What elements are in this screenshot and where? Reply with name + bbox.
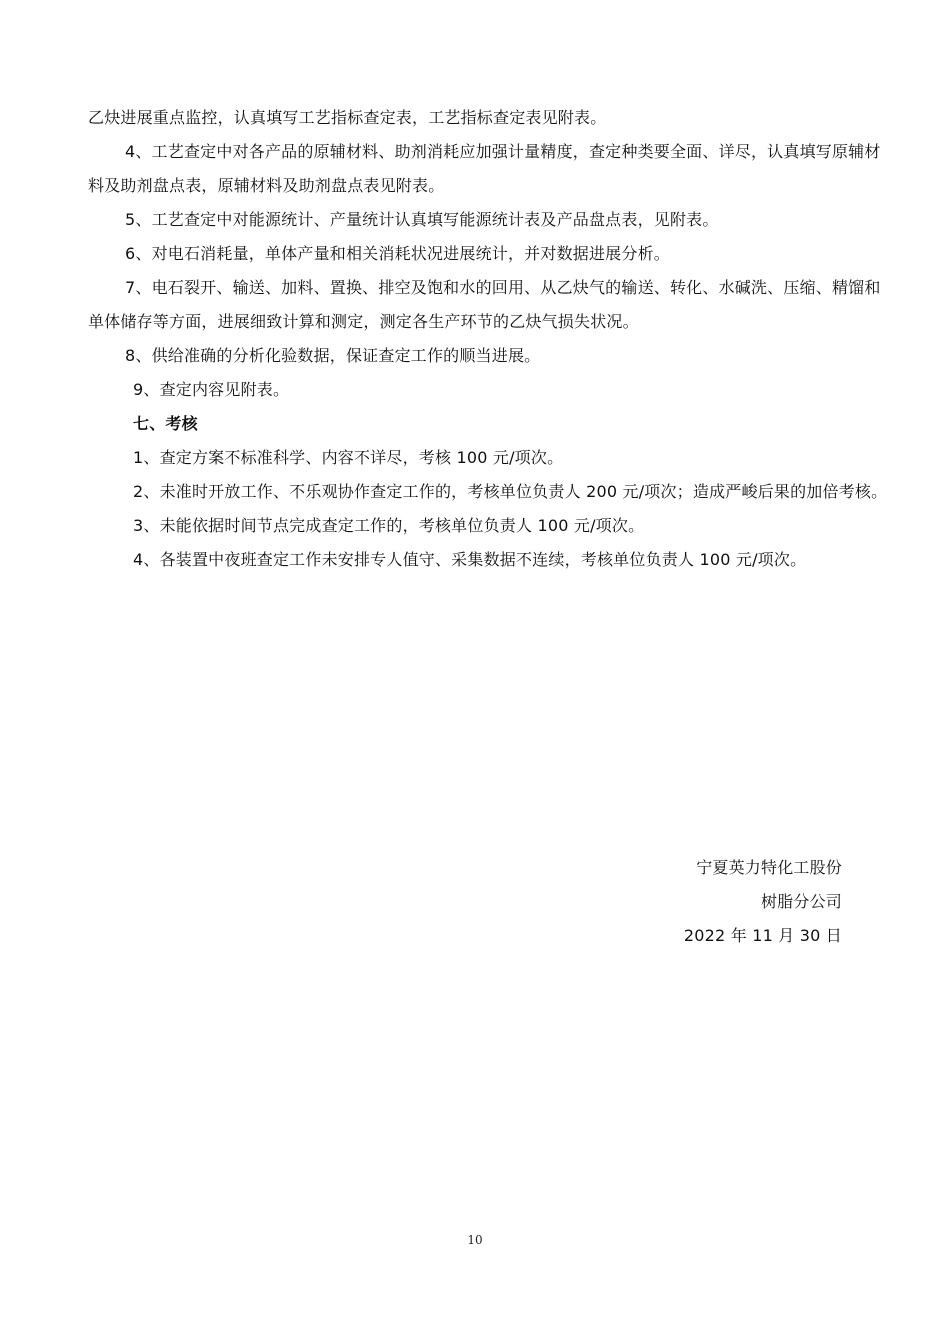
assessment-item-4: 4、各装置中夜班查定工作未安排专人值守、采集数据不连续，考核单位负责人 100 元/项次。 bbox=[133, 550, 807, 569]
paragraph-item-9: 9、查定内容见附表。 bbox=[133, 380, 290, 399]
paragraph-item-8: 8、供给准确的分析化验数据，保证查定工作的顺当进展。 bbox=[125, 346, 541, 365]
assessment-item-2: 2、未准时开放工作、不乐观协作查定工作的，考核单位负责人 200 元/项次；造成严峻后果的加倍考核。 bbox=[133, 482, 888, 501]
paragraph-item-5: 5、工艺查定中对能源统计、产量统计认真填写能源统计表及产品盘点表，见附表。 bbox=[125, 210, 719, 229]
signature-company: 宁夏英力特化工股份 bbox=[696, 858, 842, 877]
paragraph-item-7: 7、电石裂开、输送、加料、置换、排空及饱和水的回用、从乙炔气的输送、转化、水碱洗、压缩、精馏和单体储存等方面，进展细致计算和测定，测定各生产环节的乙炔气损失状况。 bbox=[88, 278, 881, 331]
signature-branch: 树脂分公司 bbox=[760, 892, 842, 911]
paragraph-item-6: 6、对电石消耗量，单体产量和相关消耗状况进展统计，并对数据进展分析。 bbox=[125, 244, 670, 263]
assessment-item-3: 3、未能依据时间节点完成查定工作的，考核单位负责人 100 元/项次。 bbox=[133, 516, 645, 535]
signature-block bbox=[684, 851, 842, 953]
paragraph-item-4: 4、工艺查定中对各产品的原辅材料、助剂消耗应加强计量精度，查定种类要全面、详尽，认真填写原辅材料及助剂盘点表，原辅材料及助剂盘点表见附表。 bbox=[88, 142, 881, 195]
page-number: 10 bbox=[467, 1233, 483, 1247]
signature-date: 2022 年 11 月 30 日 bbox=[683, 926, 842, 945]
document-body bbox=[88, 101, 888, 577]
section-heading: 七、考核 bbox=[133, 414, 198, 433]
assessment-item-1: 1、查定方案不标准科学、内容不详尽，考核 100 元/项次。 bbox=[133, 448, 564, 467]
paragraph-continuation: 乙炔进展重点监控，认真填写工艺指标查定表，工艺指标查定表见附表。 bbox=[88, 108, 607, 127]
